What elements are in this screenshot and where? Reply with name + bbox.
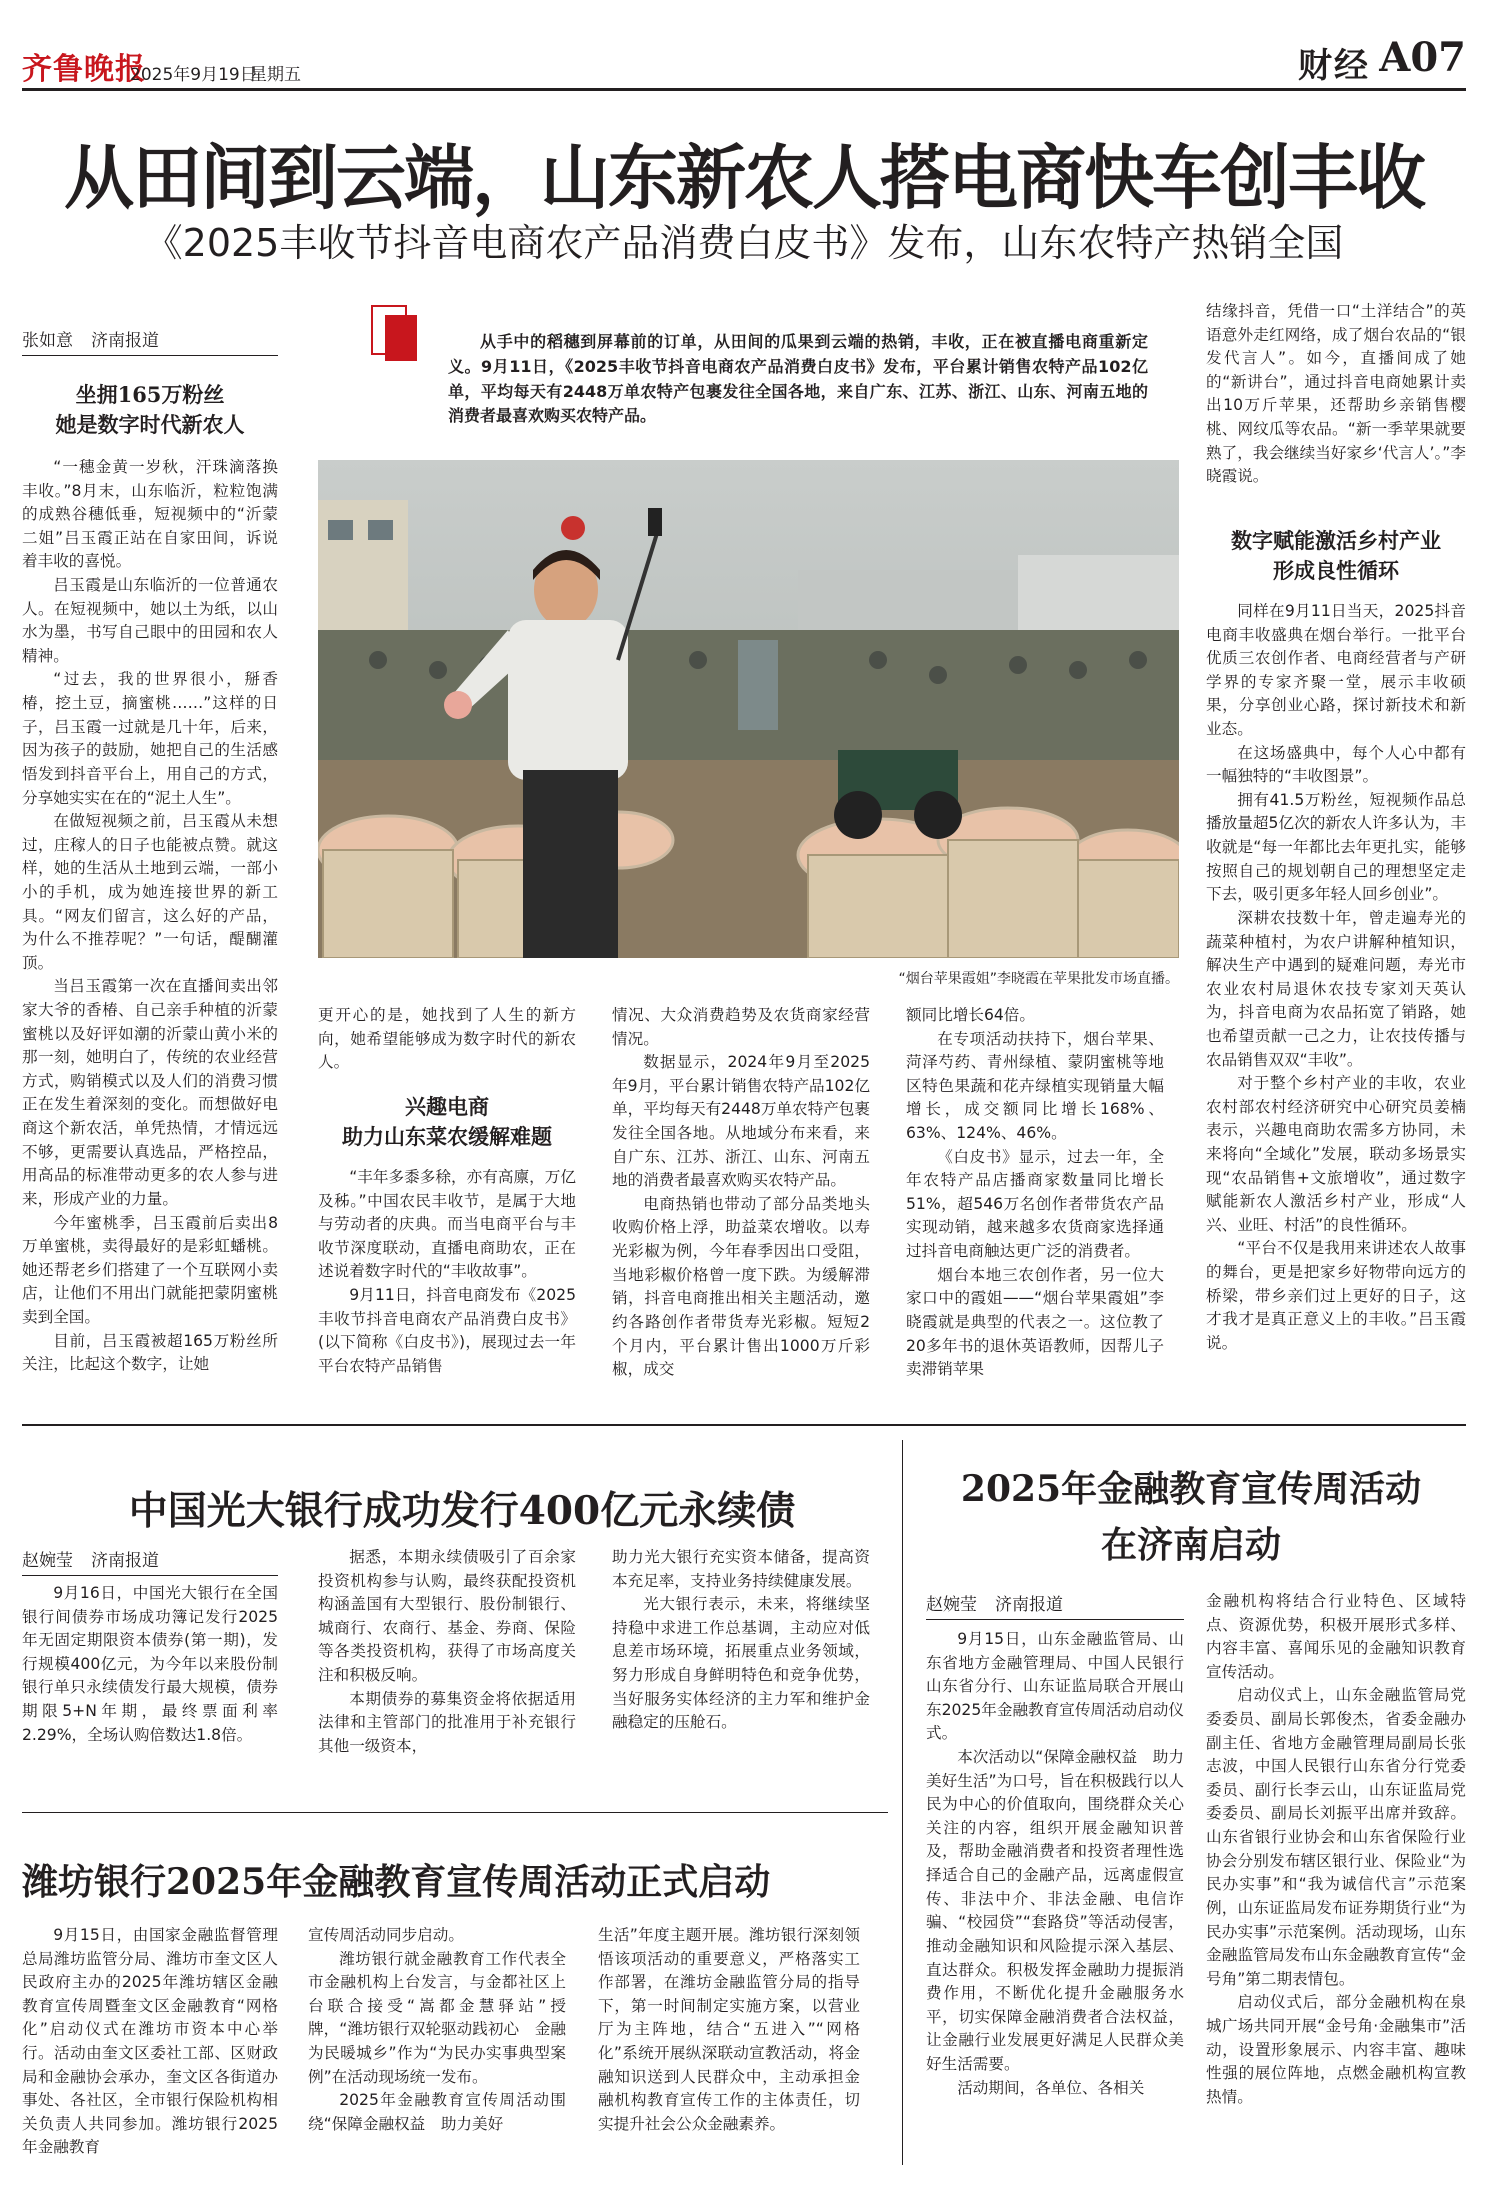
- newspaper-logo: 齐鲁晚报: [22, 52, 146, 87]
- paragraph: 额同比增长64倍。: [906, 1006, 1035, 1024]
- paragraph: 情况、大众消费趋势及农货商家经营情况。: [612, 1006, 870, 1048]
- article1-subhead-3: 数字赋能激活乡村产业 形成良性循环: [1231, 528, 1441, 584]
- reporter-name: 赵婉莹: [22, 1551, 73, 1571]
- article1-subhead-2: 兴趣电商 助力山东菜农缓解难题: [342, 1094, 552, 1150]
- paragraph: 烟台本地三农创作者，另一位大家口中的霞姐——“烟台苹果霞姐”李晓霞就是典型的代表之一。这位教了20多年书的退休英语教师，因帮儿子卖滞销苹果: [906, 1265, 1164, 1379]
- article3-column-3: [598, 1924, 860, 2164]
- paragraph: “平台不仅是我用来讲述农人故事的舞台，更是把家乡好物带向远方的桥梁，带乡亲们过上更好的日子，这才我才是真正意义上的丰收。”吕玉霞说。: [1206, 1239, 1466, 1352]
- agency-name: 济南报道: [91, 331, 159, 351]
- paragraph: 今年蜜桃季，吕玉霞前后卖出8万单蜜桃，卖得最好的是彩虹蟠桃。她还帮老乡们搭建了一个互联网小卖店，让他们不用出门就能把蒙阴蜜桃卖到全国。: [22, 1213, 278, 1326]
- paragraph: 本次活动以“保障金融权益 助力美好生活”为口号，旨在积极践行以人民为中心的价值取向，围绕群众关心关注的内容，组织开展金融知识普及，帮助金融消费者和投资者理性选择适合自己的金融产品，远离虚假宣传、非法中介、非法金融、电信诈骗、“校园贷”“套路贷”等活动侵害，推动金融知识和风险提示深入基层、直达群众。积极发挥金融助力提振消费作用，不断优化提升金融服务水平，切实保障金融消费者合法权益，让金融行业发展更好满足人民群众美好生活需要。: [926, 1748, 1184, 2073]
- article1-lead: 从手中的稻穗到屏幕前的订单，从田间的瓜果到云端的热销，丰收，正在被直播电商重新定义。9月11日，《2025丰收节抖音电商农产品消费白皮书》发布，平台累计销售农特产品102亿单，平均每天有2448万单农特产包裹发往全国各地，来自广东、江苏、浙江、山东、河南五地的消费者最喜欢购买农特产品。: [448, 332, 1148, 426]
- paragraph: 《白皮书》显示，过去一年，全年农特产品店播商家数量同比增长51%，超546万名创作者带货农产品实现动销，越来越多农货商家选择通过抖音电商触达更广泛的消费者。: [906, 1147, 1164, 1261]
- photo-caption: “烟台苹果霞姐”李晓霞在苹果批发市场直播。: [898, 971, 1179, 987]
- paragraph: 活动期间，各单位、各相关: [957, 2078, 1145, 2097]
- article1-column-5a: [1206, 300, 1466, 512]
- article2-headline: 中国光大银行成功发行400亿元永续债: [128, 1488, 796, 1534]
- lead-marker-icon: [385, 315, 417, 361]
- paragraph: “过去，我的世界很小，掰香椿，挖土豆，摘蜜桃……”这样的日子，吕玉霞一过就是几十年，后来，因为孩子的鼓励，她把自己的生活感悟发到抖音平台上，用自己的方式，分享她实实在在的“泥土人生”。: [22, 670, 278, 807]
- paragraph: 在专项活动扶持下，烟台苹果、菏泽芍药、青州绿植、蒙阴蜜桃等地区特色果蔬和花卉绿植实现销量大幅增长，成交额同比增长168%、63%、124%、46%。: [906, 1029, 1164, 1143]
- article1-column-2b: [318, 1166, 576, 1406]
- article4-byline: [926, 1590, 1184, 1620]
- paragraph: 对于整个乡村产业的丰收，农业农村部农村经济研究中心研究员姜楠表示，兴趣电商助农需多方协同，未来将向“全域化”发展，联动多场景实现“农品销售+文旅增收”，通过数字赋能新农人激活乡村产业，形成“人兴、业旺、村活”的良性循环。: [1206, 1074, 1466, 1234]
- paragraph: 深耕农技数十年，曾走遍寿光的蔬菜种植村，为农户讲解种植知识，解决生产中遇到的疑难问题，寿光市农业农村局退休农技专家刘天英认为，抖音电商为农品拓宽了销路，她也希望贡献一己之力，让农技传播与农品销售双双“丰收”。: [1206, 908, 1466, 1069]
- paragraph: 助力光大银行充实资本储备，提高资本充足率，支持业务持续健康发展。: [612, 1548, 870, 1590]
- paragraph: 当吕玉霞第一次在直播间卖出邻家大爷的香椿、自己亲手种植的沂蒙蜜桃以及好评如潮的沂蒙山黄小米的那一刻，她明白了，传统的农业经营方式，购销模式以及人们的消费习惯正在发生着深刻的变化。而想做好电商这个新农活，单凭热情，才情远远不够，更需要认真选品，严格控品，用高品的标准带动更多的农人参与进来，形成产业的力量。: [22, 977, 278, 1208]
- article1-byline: [22, 326, 278, 356]
- paragraph: 目前，吕玉霞被超165万粉丝所关注，比起这个数字，让她: [22, 1331, 278, 1374]
- article4-column-2: [1206, 1590, 1466, 2168]
- article4-headline: 2025年金融教育宣传周活动 在济南启动: [960, 1468, 1422, 1566]
- agency-name: 济南报道: [995, 1595, 1063, 1615]
- paragraph: 拥有41.5万粉丝，短视频作品总播放量超5亿次的新农人许多认为，丰收就是“每一年都比去年更扎实，能够按照自己的规划朝自己的理想坚定走下去，吸引更多年轻人回乡创业”。: [1206, 790, 1466, 904]
- paragraph: 2025年金融教育宣传周活动围绕“保障金融权益 助力美好: [308, 2091, 566, 2133]
- paragraph: 宣传周活动同步启动。: [308, 1926, 464, 1944]
- paragraph: 据悉，本期永续债吸引了百余家投资机构参与认购，最终获配投资机构涵盖国有大型银行、股份制银行、城商行、农商行、基金、券商、保险等各类投资机构，获得了市场高度关注和积极反响。: [318, 1548, 576, 1685]
- paragraph: 金融机构将结合行业特色、区域特点、资源优势，积极开展形式多样、内容丰富、喜闻乐见的金融知识教育宣传活动。: [1206, 1592, 1466, 1681]
- paragraph: 本期债券的募集资金将依据适用法律和主管部门的批准用于补充银行其他一级资本，: [318, 1689, 576, 1755]
- article3-column-2: [308, 1924, 566, 2164]
- paragraph: 更开心的是，她找到了人生的新方向，她希望能够成为数字时代的新农人。: [318, 1006, 576, 1072]
- paragraph: 吕玉霞是山东临沂的一位普通农人。在短视频中，她以土为纸，以山水为墨，书写自己眼中的田园和农人精神。: [22, 576, 278, 665]
- article2-column-3: [612, 1546, 870, 1786]
- top-rule: [22, 88, 1466, 91]
- article1-column-2a: [318, 1004, 576, 1074]
- paragraph: 启动仪式上，山东金融监管局党委委员、副局长郭俊杰，省委金融办副主任、省地方金融管理局副局长张志波，中国人民银行山东省分行党委委员、副行长李云山，山东证监局党委委员、副局长刘振平出席并致辞。山东省银行业协会和山东省保险行业协会分别发布辖区银行业、保险业“为民办实事”和“我为诚信代言”示范案例，山东证监局发布证券期货行业“为民办实事”示范案例。活动现场，山东金融监管局发布山东金融教育宣传“金号角”第二期表情包。: [1206, 1686, 1466, 1988]
- article4-column-1: [926, 1628, 1184, 2168]
- paragraph: 潍坊银行就金融教育工作代表全市金融机构上台发言，与金都社区上台联合接受“嵩都金慧驿站”授牌，“潍坊银行双轮驱动践初心 金融为民暖城乡”作为“为民办实事典型案例”在活动现场统一发布。: [308, 1949, 566, 2086]
- paragraph: 电商热销也带动了部分品类地头收购价格上浮，助益菜农增收。以寿光彩椒为例，今年春季因出口受阻，当地彩椒价格曾一度下跌。为缓解滞销，抖音电商推出相关主题活动，邀约各路创作者带货寿光彩椒。短短2个月内，平台累计售出1000万斤彩椒，成交: [612, 1194, 870, 1379]
- article1-column-5b: [1206, 600, 1466, 1406]
- article1-column-3: [612, 1004, 870, 1406]
- paragraph: 结缘抖音，凭借一口“土洋结合”的英语意外走红网络，成了烟台农品的“银发代言人”。如今，直播间成了她的“新讲台”，通过抖音电商她累计卖出10万斤苹果，还帮助乡亲销售樱桃、网纹瓜等农品。“新一季苹果就要熟了，我会继续当好家乡‘代言人’。”李晓霞说。: [1206, 302, 1466, 486]
- article3-column-1: [22, 1924, 278, 2164]
- paragraph: 在做短视频之前，吕玉霞从未想过，庄稼人的日子也能被点赞。就这样，她的生活从土地到云端，一部小小的手机，成为她连接世界的新工具。“网友们留言，这么好的产品，为什么不推荐呢？”一句话，醍醐灌顶。: [22, 812, 278, 972]
- paragraph: 9月15日，由国家金融监督管理总局潍坊监管分局、潍坊市奎文区人民政府主办的2025年潍坊辖区金融教育宣传周暨奎文区金融教育“网格化”启动仪式在潍坊市资本中心举行。活动由奎文区委社工部、区财政局和金融协会承办，奎文区各街道办事处、各社区，全市银行保险机构相关负责人共同参加。潍坊银行2025年金融教育: [22, 1926, 278, 2157]
- article1-column-1: [22, 456, 278, 1406]
- paragraph: 在这场盛典中，每个人心中都有一幅独特的“丰收图景”。: [1206, 743, 1466, 786]
- page-number: A07: [1379, 34, 1466, 81]
- paragraph: “一穗金黄一岁秋，汗珠滴落换丰收。”8月末，山东临沂，粒粒饱满的成熟谷穗低垂，短视频中的“沂蒙二姐”吕玉霞正站在自家田间，诉说着丰收的喜悦。: [22, 458, 278, 571]
- section-divider: [22, 1424, 1466, 1426]
- paragraph: 生活”年度主题开展。潍坊银行深刻领悟该项活动的重要意义，严格落实工作部署，在潍坊金融监管分局的指导下，第一时间制定实施方案，以营业厅为主阵地，结合“五进入”“网格化”系统开展纵深联动宣教活动，将金融知识送到人民群众中，主动承担金融机构教育宣传工作的主体责任，切实提升社会公众金融素养。: [598, 1926, 860, 2133]
- paragraph: 9月11日，抖音电商发布《2025丰收节抖音电商农产品消费白皮书》(以下简称《白皮书》)，展现过去一年平台农特产品销售: [318, 1286, 576, 1375]
- section-label: 财经: [1298, 46, 1370, 86]
- paragraph: 9月15日，山东金融监管局、山东省地方金融管理局、中国人民银行山东省分行、山东证监局联合开展山东2025年金融教育宣传周活动启动仪式。: [926, 1630, 1184, 1743]
- paragraph: 同样在9月11日当天，2025抖音电商丰收盛典在烟台举行。一批平台优质三农创作者、电商经营者与产研学界的专家齐聚一堂，展示丰收硕果，分享创业心路，探讨新技术和新业态。: [1206, 602, 1466, 739]
- paragraph: 数据显示，2024年9月至2025年9月，平台累计销售农特产品102亿单，平均每天有2448万单农特产包裹发往全国各地。从地域分布来看，来自广东、江苏、浙江、山东、河南五地的消费者最喜欢购买农特产品。: [612, 1053, 870, 1190]
- paragraph: 9月16日，中国光大银行在全国银行间债券市场成功簿记发行2025年无固定期限资本债券(第一期)，发行规模400亿元，为今年以来股份制银行单只永续债发行最大规模，债券期限5+N年期，最终票面利率2.29%，全场认购倍数达1.8倍。: [22, 1584, 278, 1744]
- article2-column-1: [22, 1582, 278, 1782]
- news-photo: [318, 460, 1179, 958]
- article2-byline: [22, 1546, 278, 1576]
- issue-weekday: 星期五: [250, 65, 301, 85]
- column-divider: [902, 1440, 903, 2165]
- article1-headline: 从田间到云端，山东新农人搭电商快车创丰收: [64, 136, 1424, 219]
- market-livestream-photo: [318, 460, 1179, 958]
- article-divider: [22, 1812, 888, 1813]
- article3-headline: 潍坊银行2025年金融教育宣传周活动正式启动: [22, 1861, 771, 1903]
- reporter-name: 张如意: [22, 331, 73, 351]
- article1-column-4: [906, 1004, 1164, 1406]
- article1-subheadline: 《2025丰收节抖音电商农产品消费白皮书》发布，山东农特产热销全国: [144, 221, 1344, 265]
- article1-subhead-1: 坐拥165万粉丝 她是数字时代新农人: [55, 382, 245, 438]
- reporter-name: 赵婉莹: [926, 1595, 977, 1615]
- paragraph: 光大银行表示，未来，将继续坚持稳中求进工作总基调，主动应对低息差市场环境，拓展重点业务领域，努力形成自身鲜明特色和竞争优势，当好服务实体经济的主力军和维护金融稳定的压舱石。: [612, 1595, 870, 1732]
- paragraph: 启动仪式后，部分金融机构在泉城广场共同开展“金号角·金融集市”活动，设置形象展示、内容丰富、趣味性强的展位阵地，点燃金融机构宣教热情。: [1206, 1993, 1466, 2106]
- paragraph: “丰年多黍多稌，亦有高廪，万亿及秭。”中国农民丰收节，是属于大地与劳动者的庆典。而当电商平台与丰收节深度联动，直播电商助农，正在述说着数字时代的“丰收故事”。: [318, 1168, 576, 1281]
- article2-column-2: [318, 1546, 576, 1786]
- issue-date: 2025年9月19日: [130, 65, 257, 85]
- agency-name: 济南报道: [91, 1551, 159, 1571]
